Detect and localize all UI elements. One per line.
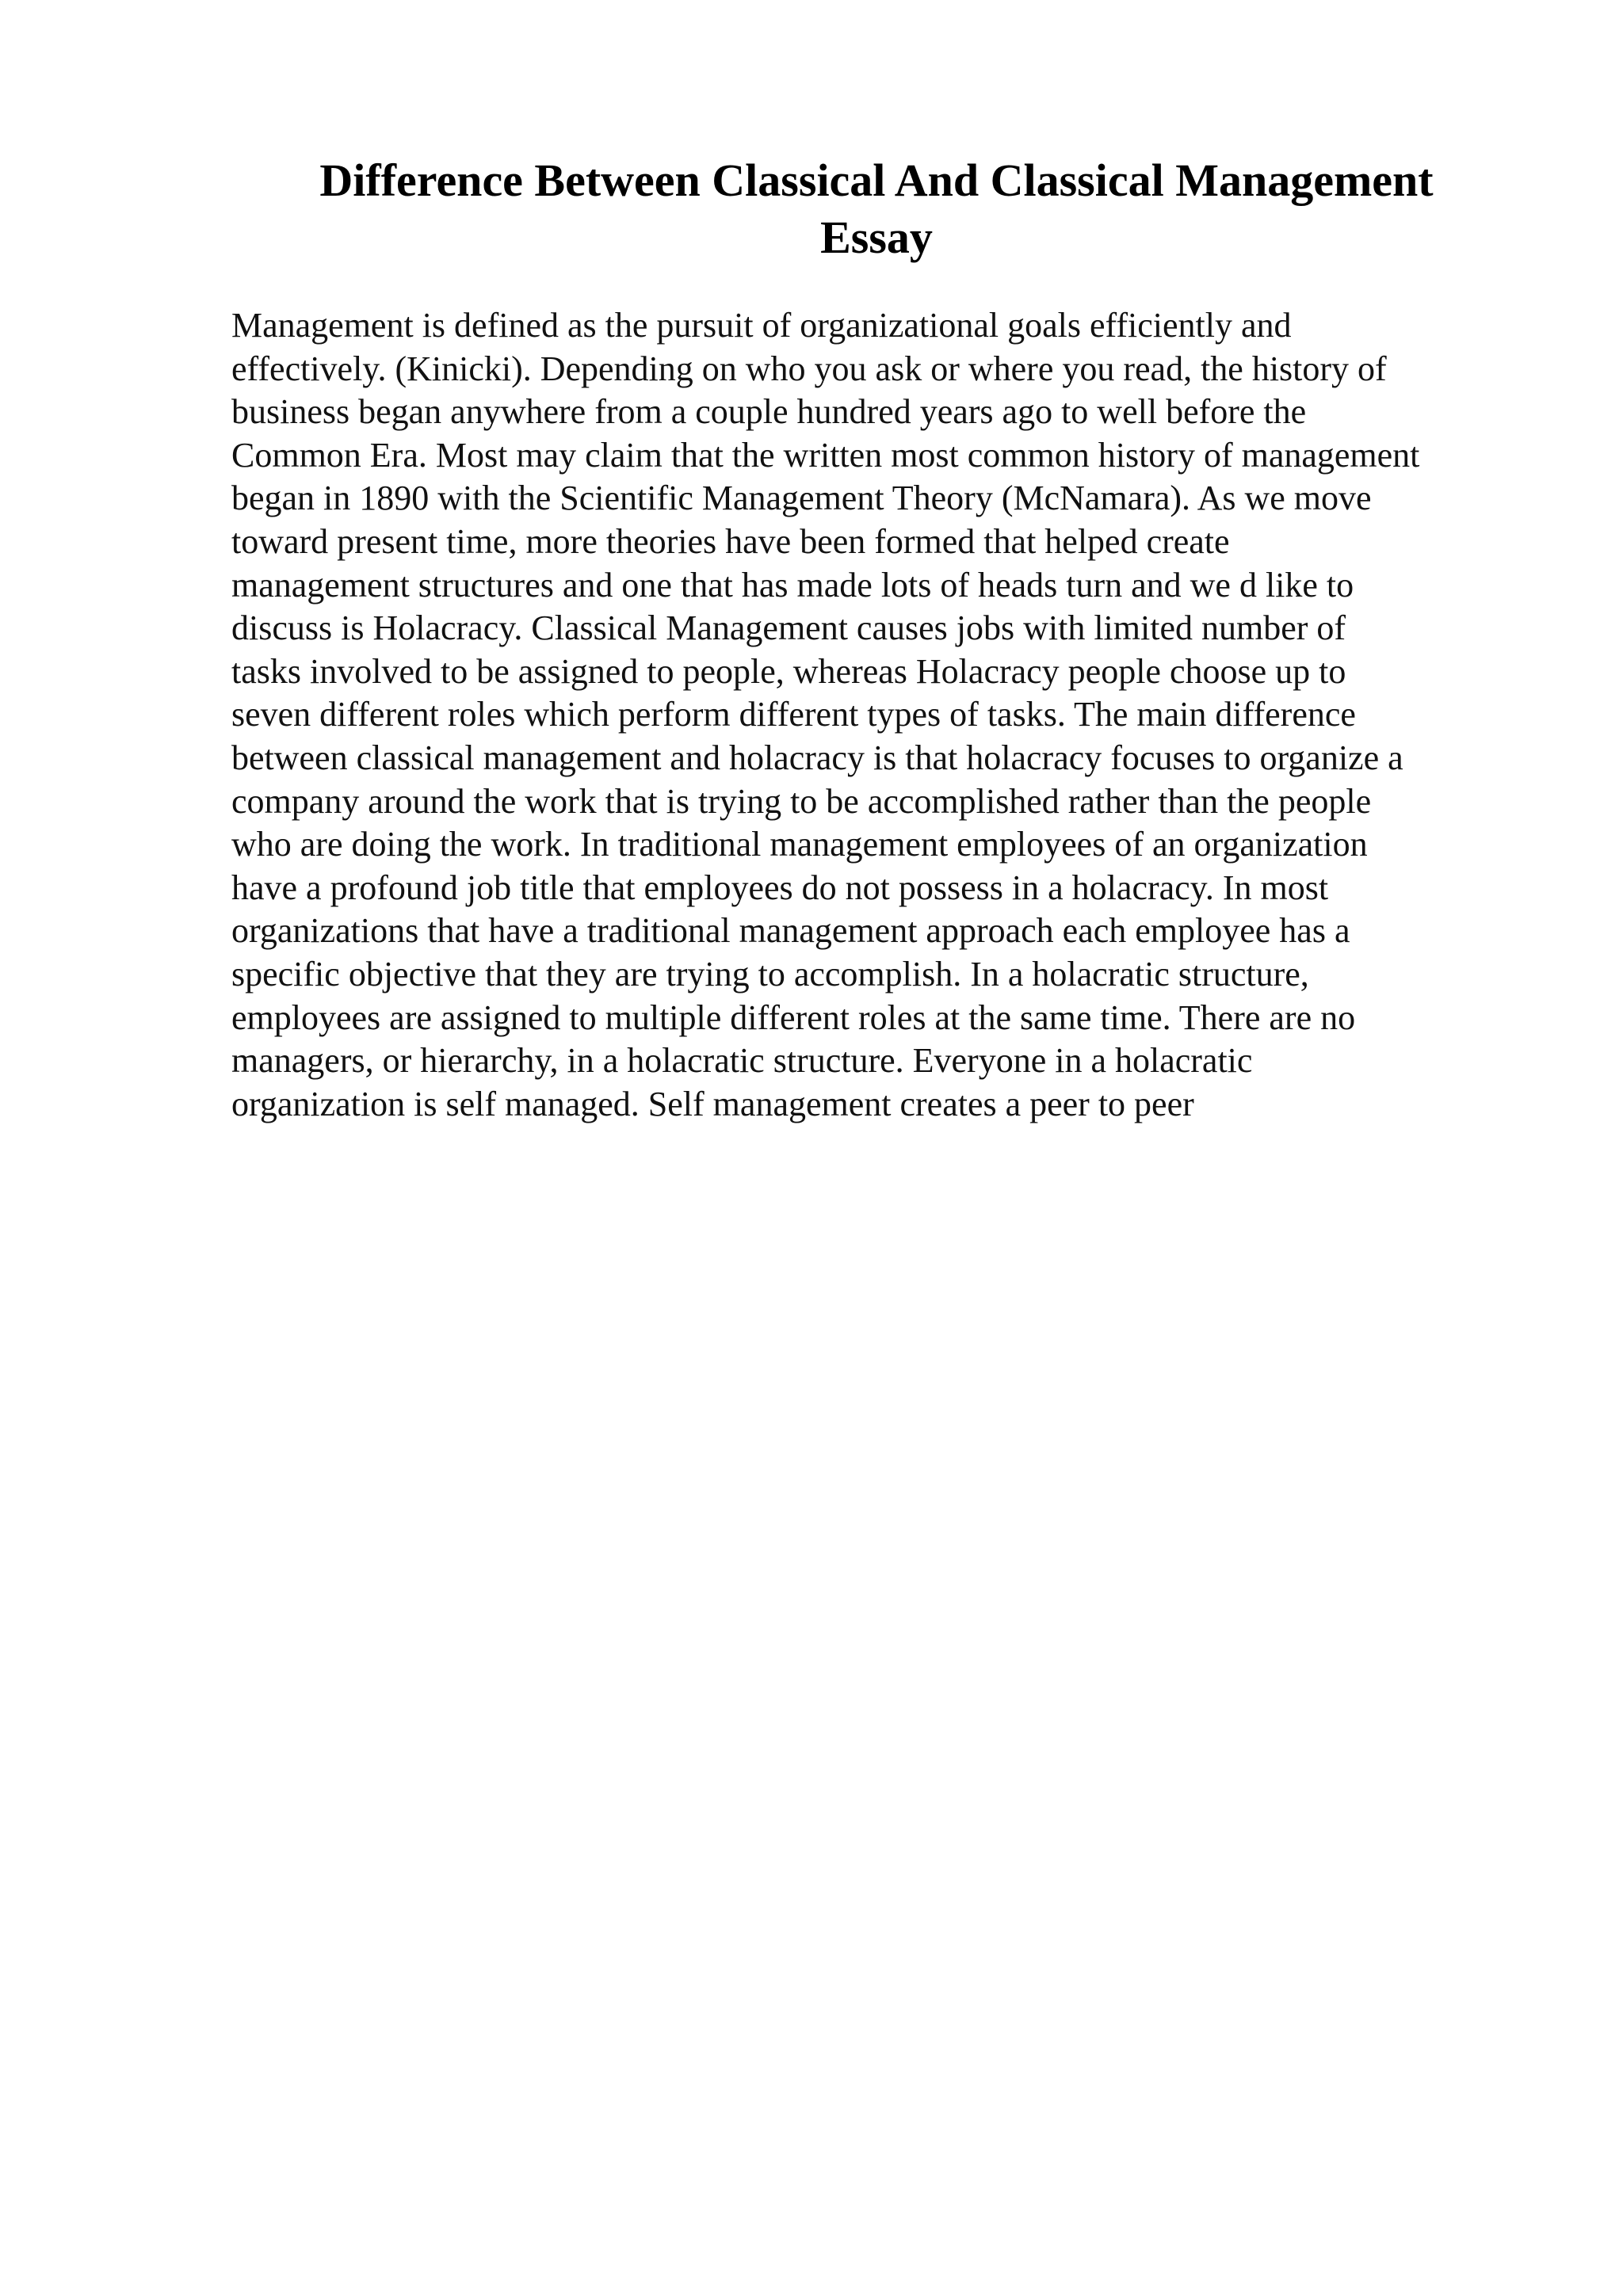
body-line: seven different roles which perform different types of tasks. The main difference [231, 695, 1356, 734]
body-line: discuss is Holacracy. Classical Management causes jobs with limited number of [231, 608, 1346, 648]
body-line: managers, or hierarchy, in a holacratic structure. Everyone in a holacratic [231, 1041, 1253, 1081]
body-line: who are doing the work. In traditional management employees of an organization [231, 825, 1368, 864]
body-line: specific objective that they are trying to accomplish. In a holacratic structure, [231, 954, 1309, 994]
body-line: toward present time, more theories have been formed that helped create [231, 521, 1230, 561]
body-line: Management is defined as the pursuit of organizational goals efficiently and [231, 306, 1292, 345]
body-line: organization is self managed. Self management creates a peer to peer [231, 1084, 1194, 1123]
essay-body [231, 304, 1531, 1126]
body-line: between classical management and holacracy is that holacracy focuses to organize a [231, 738, 1403, 777]
body-line: began in 1890 with the Scientific Management Theory (McNamara). As we move [231, 479, 1372, 518]
body-line: company around the work that is trying to be accomplished rather than the people [231, 781, 1372, 821]
title-line: Essay [820, 212, 933, 263]
document-title [231, 152, 1522, 266]
body-line: organizations that have a traditional management approach each employee has a [231, 911, 1350, 951]
body-line: management structures and one that has made lots of heads turn and we d like to [231, 565, 1354, 605]
body-line: effectively. (Kinicki). Depending on who you ask or where you read, the history of [231, 349, 1387, 388]
body-line: Common Era. Most may claim that the written most common history of management [231, 435, 1420, 475]
body-line: business began anywhere from a couple hundred years ago to well before the [231, 392, 1307, 432]
body-line: tasks involved to be assigned to people, whereas Holacracy people choose up to [231, 651, 1346, 691]
body-line: have a profound job title that employees do not possess in a holacracy. In most [231, 868, 1329, 907]
title-line: Difference Between Classical And Classical Management [319, 154, 1434, 206]
body-line: employees are assigned to multiple different roles at the same time. There are no [231, 997, 1356, 1037]
